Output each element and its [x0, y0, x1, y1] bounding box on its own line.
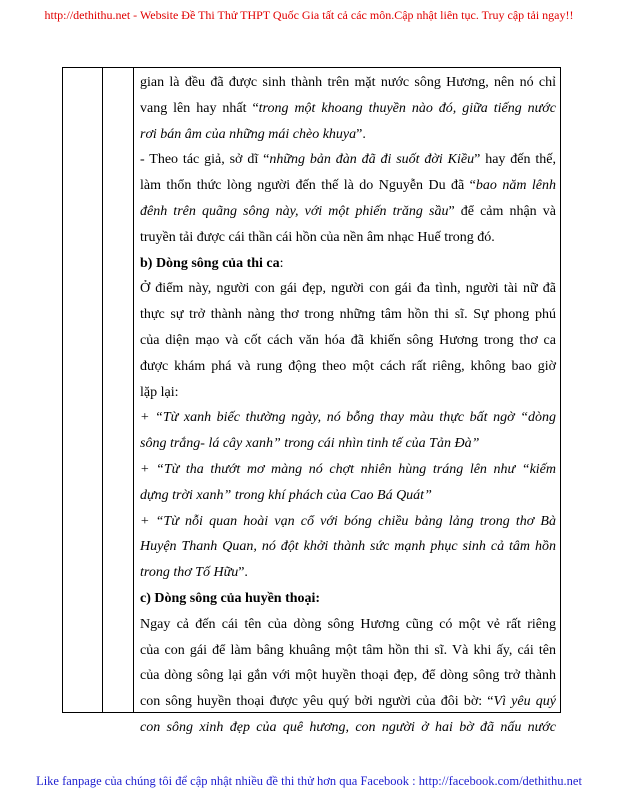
text-line: sông trắng- lá cây xanh” trong cái nhìn tinh tế của Tản Đà” — [140, 436, 480, 452]
text-line: đênh trên quãng sông này, với một phiến trăng sầu” để cảm nhận và — [140, 203, 556, 219]
text-line: - Theo tác giả, sở dĩ “những bản đàn đã đi suốt đời Kiều” hay đến thế, — [140, 152, 556, 168]
text-line: của con gái để làm bâng khuâng một tâm hồn thi sĩ. Và khi ấy, cái tên — [140, 642, 556, 658]
text-line: thực sự trở thành nàng thơ trong những tâm hồn thi sĩ. Sự phong phú — [140, 307, 556, 323]
table-column-content — [134, 68, 560, 735]
table-column-part — [103, 68, 134, 712]
text-line: làm thổn thức lòng người đến thế là do Nguyễn Du đã “bao năm lênh — [140, 178, 556, 194]
text-line: của diện mạo và cốt cách văn hóa đã khiến sông Hương trong thơ ca — [140, 332, 556, 348]
text-line: Huyện Thanh Quan, nó đột khởi thành sức mạnh phục sinh cả tâm hồn — [140, 539, 556, 555]
text-line: rơi bán âm của những mái chèo khuya”. — [140, 126, 366, 142]
text-line: Ở điểm này, người con gái đẹp, người con gái đa tình, người tài nữ đã — [140, 281, 556, 297]
text-line: + “Từ xanh biếc thường ngày, nó bỗng thay màu thực bất ngờ “dòng — [140, 410, 556, 426]
text-line: được khám phá và rung động theo một cách rất riêng, không bao giờ — [140, 358, 556, 374]
section-heading-legend: c) Dòng sông của huyền thoại: — [140, 590, 321, 606]
text-line: con sông xinh đẹp của quê hương, con người ở hai bờ đã nấu nước — [140, 719, 556, 735]
text-line: truyền tải được cái thần cái hồn của nền âm nhạc Huế trong đó. — [140, 229, 495, 245]
text-line: lặp lại: — [140, 384, 179, 400]
text-line: dựng trời xanh” trong khí phách của Cao Bá Quát” — [140, 487, 432, 503]
text-line: Ngay cả đến cái tên của dòng sông Hương cũng có một vẻ rất riêng — [140, 616, 556, 632]
table-column-index — [63, 68, 103, 712]
text-line: của dòng sông lại gắn với một huyền thoại đẹp, để dòng sông trở thành — [140, 668, 556, 684]
page-header-link[interactable]: http://dethithu.net - Website Đề Thi Thử THPT Quốc Gia tất cả các môn.Cập nhật liên tục. Truy cập tải ngay!! — [44, 8, 574, 22]
content-table — [62, 67, 561, 735]
text-line: gian là đều đã được sinh thành trên mặt nước sông Hương, nên nó chỉ — [140, 75, 556, 90]
page-footer-link[interactable]: Like fanpage của chúng tôi để cập nhật nhiều đề thi thử hơn qua Facebook : http://facebook.com/dethithu.net — [36, 774, 582, 788]
text-line: + “Từ tha thướt mơ màng nó chợt nhiên hùng tráng lên như “kiếm — [140, 461, 556, 477]
text-line: trong thơ Tố Hữu”. — [140, 565, 248, 581]
text-line: con sông huyền thoại được yêu quý bởi người của đôi bờ: “Vì yêu quý — [140, 694, 556, 710]
text-line: + “Từ nỗi quan hoài vạn cổ với bóng chiều bảng lảng trong thơ Bà — [140, 513, 556, 529]
section-heading-poetry: b) Dòng sông của thi ca: — [140, 255, 284, 271]
text-line: vang lên hay nhất “trong một khoang thuyền nào đó, giữa tiếng nước — [140, 100, 556, 116]
